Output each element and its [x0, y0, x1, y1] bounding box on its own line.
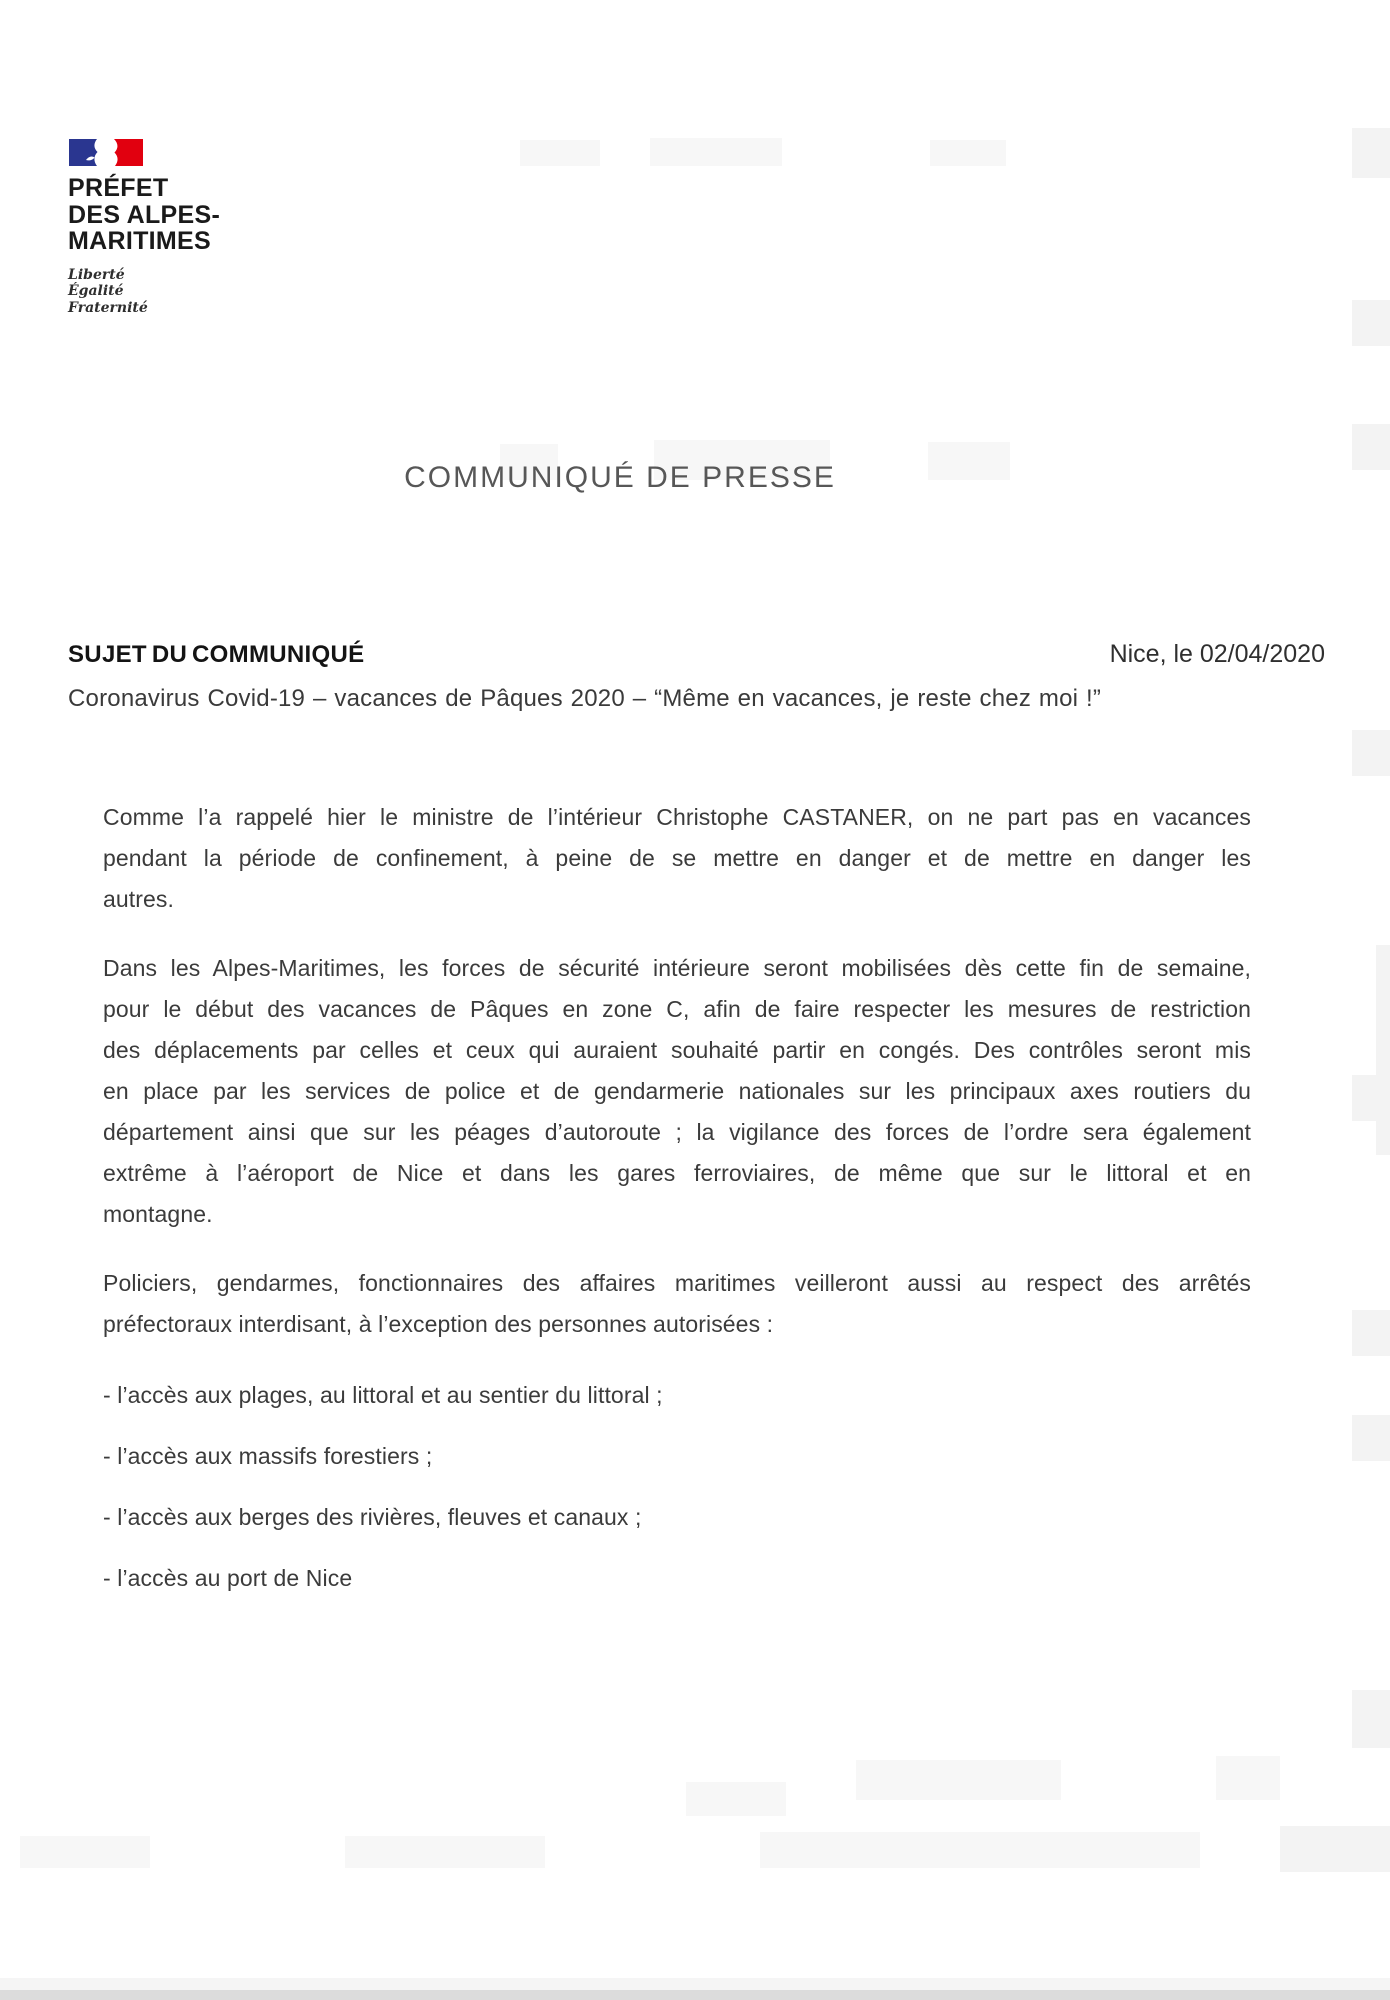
prefecture-name-line: MARITIMES — [68, 227, 211, 255]
scan-artifact — [1216, 1756, 1280, 1800]
scan-artifact — [930, 140, 1006, 166]
dateline: Nice, le 02/04/2020 — [1109, 640, 1325, 668]
scan-artifact — [1280, 1826, 1390, 1872]
scan-artifact — [760, 1832, 1200, 1868]
scan-artifact — [686, 1782, 786, 1816]
subject-row — [68, 640, 1325, 669]
scan-artifact — [345, 1836, 545, 1868]
body-text — [103, 797, 1251, 1619]
prefecture-name — [68, 175, 220, 255]
paragraph-line: Comme l’a rappelé hier le ministre de l’intérieur Christophe CASTANER, on ne part pas en vacances — [103, 804, 1251, 830]
prefecture-name-line: DES ALPES- — [68, 200, 221, 229]
scan-artifact — [1352, 1310, 1390, 1356]
scan-artifact — [20, 1836, 150, 1868]
paragraph-line: Dans les Alpes-Maritimes, les forces de sécurité intérieure seront mobilisées dès cette fin de semaine, — [103, 955, 1251, 981]
paragraph-line: en place par les services de police et de gendarmerie nationales sur les principaux axes routiers du — [103, 1078, 1251, 1104]
paragraph — [103, 948, 1251, 1235]
prefecture-name-line: PRÉFET — [68, 174, 169, 202]
republic-motto — [68, 267, 220, 317]
paragraph-line: préfectoraux interdisant, à l’exception des personnes autorisées : — [103, 1311, 774, 1337]
paragraph-line: département ainsi que sur les péages d’autoroute ; la vigilance des forces de l’ordre sera également — [103, 1119, 1251, 1145]
paragraph-line: des déplacements par celles et ceux qui auraient souhaité partir en congés. Des contrôles seront mis — [103, 1037, 1251, 1063]
paragraph-line: Policiers, gendarmes, fonctionnaires des affaires maritimes veilleront aussi au respect des arrêtés — [103, 1270, 1251, 1296]
scan-artifact — [1376, 945, 1390, 1155]
scan-artifact — [856, 1760, 1061, 1800]
paragraph — [103, 1263, 1251, 1345]
document-type-title: COMMUNIQUÉ DE PRESSE — [404, 461, 836, 494]
list-item: - l’accès aux massifs forestiers ; — [103, 1443, 433, 1469]
motto-line: Liberté — [68, 266, 125, 283]
motto-line: Fraternité — [68, 299, 148, 316]
scan-artifact — [1352, 128, 1390, 178]
scan-artifact — [1352, 1690, 1390, 1748]
scan-artifact — [650, 138, 782, 166]
list-item: - l’accès au port de Nice — [103, 1565, 353, 1591]
subject-heading: SUJET DU COMMUNIQUÉ — [68, 641, 365, 668]
scan-artifact — [1352, 300, 1390, 346]
paragraph-line: pour le début des vacances de Pâques en zone C, afin de faire respecter les mesures de restriction — [103, 996, 1251, 1022]
scan-bottom-fade — [0, 1978, 1390, 1990]
scan-artifact — [1352, 730, 1390, 776]
scan-artifact — [1352, 424, 1390, 470]
paragraph — [103, 797, 1251, 920]
prefecture-logo-block — [68, 138, 220, 316]
list-item: - l’accès aux berges des rivières, fleuves et canaux ; — [103, 1504, 642, 1530]
motto-line: Égalité — [68, 283, 124, 299]
restricted-access-list — [103, 1375, 1251, 1599]
scan-bottom-edge — [0, 1990, 1390, 2000]
paragraph-line: pendant la période de confinement, à peine de se mettre en danger et de mettre en danger les — [103, 845, 1251, 871]
subject-subtitle: Coronavirus Covid-19 – vacances de Pâques 2020 – “Même en vacances, je reste chez moi !” — [68, 685, 1102, 712]
paragraph-line: autres. — [103, 886, 175, 912]
scan-artifact — [1352, 1415, 1390, 1461]
list-item: - l’accès aux plages, au littoral et au sentier du littoral ; — [103, 1382, 663, 1408]
french-flag-logo-icon — [68, 138, 144, 168]
scan-artifact — [520, 140, 600, 166]
paragraph-line: extrême à l’aéroport de Nice et dans les gares ferroviaires, de même que sur le littoral et en — [103, 1160, 1251, 1186]
paragraph-line: montagne. — [103, 1201, 213, 1227]
scan-artifact — [1352, 1075, 1390, 1121]
